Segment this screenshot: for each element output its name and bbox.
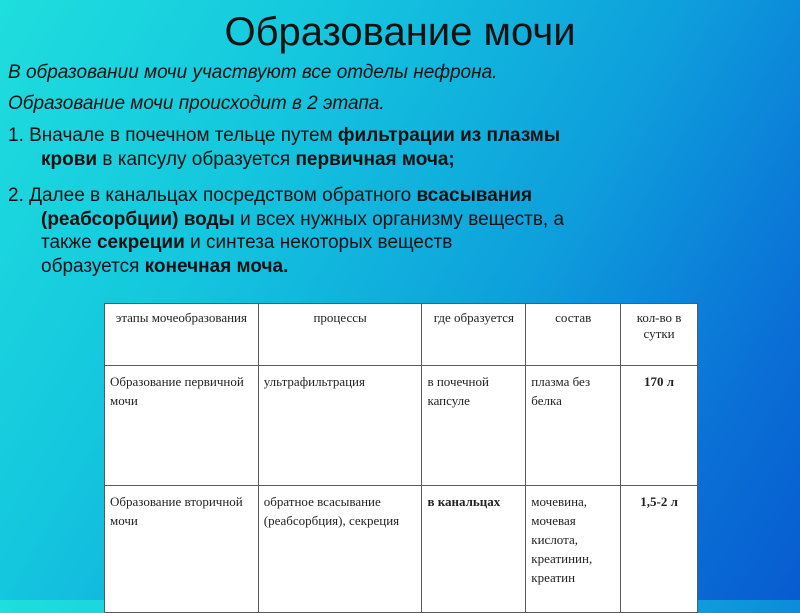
table-row bbox=[105, 486, 698, 613]
intro-line-2: Образование мочи происходит в 2 этапа. bbox=[8, 93, 385, 114]
urine-formation-table bbox=[104, 303, 698, 613]
step-1-blood: крови bbox=[41, 148, 98, 170]
cell-volume: 170 л bbox=[621, 366, 698, 486]
step-2-text-3: также bbox=[41, 232, 97, 253]
page-title: Образование мочи bbox=[224, 10, 576, 54]
header-where: где образуется bbox=[422, 304, 526, 366]
step-1-number: 1. bbox=[8, 125, 30, 146]
step-1 bbox=[8, 124, 783, 171]
cell-where: в канальцах bbox=[422, 486, 526, 613]
table-row bbox=[105, 366, 698, 486]
cell-where: в почечной капсуле bbox=[422, 366, 526, 486]
cell-stage: Образование вторичной мочи bbox=[105, 486, 259, 613]
step-2-absorption: всасывания bbox=[416, 185, 533, 206]
step-1-text: Вначале в почечном тельце путем bbox=[29, 125, 338, 146]
cell-composition: плазма без белка bbox=[526, 366, 621, 486]
header-composition: состав bbox=[526, 304, 621, 366]
cell-composition: мочевина, мочевая кислота, креатинин, креатин bbox=[526, 486, 621, 613]
header-volume: кол-во в сутки bbox=[621, 304, 698, 366]
step-1-filtration: фильтрации из плазмы bbox=[337, 125, 561, 146]
step-2-reabsorption: (реабсорбции) воды bbox=[41, 208, 235, 230]
step-1-text-2: в капсулу образуется bbox=[97, 148, 296, 170]
step-2-text-2: и всех нужных организму веществ, а bbox=[234, 208, 565, 230]
table-header-row bbox=[105, 304, 698, 366]
step-1-primary-urine: первичная моча; bbox=[295, 148, 455, 170]
step-2 bbox=[8, 184, 783, 278]
header-processes: процессы bbox=[258, 304, 422, 366]
step-2-text: Далее в канальцах посредством обратного bbox=[29, 185, 417, 206]
cell-process: ультрафильтрация bbox=[258, 366, 422, 486]
step-2-final-urine: конечная моча. bbox=[144, 255, 289, 277]
step-2-text-4: и синтеза некоторых веществ bbox=[184, 232, 453, 253]
cell-process: обратное всасывание (реабсорбция), секреция bbox=[258, 486, 422, 613]
intro-line-1: В образовании мочи участвуют все отделы нефрона. bbox=[8, 62, 498, 83]
step-2-number: 2. bbox=[8, 185, 30, 206]
cell-volume: 1,5-2 л bbox=[621, 486, 698, 613]
step-2-text-5: образуется bbox=[41, 255, 145, 277]
step-2-secretion: секреции bbox=[96, 232, 185, 253]
cell-stage: Образование первичной мочи bbox=[105, 366, 259, 486]
header-stages: этапы мочеобразования bbox=[105, 304, 259, 366]
